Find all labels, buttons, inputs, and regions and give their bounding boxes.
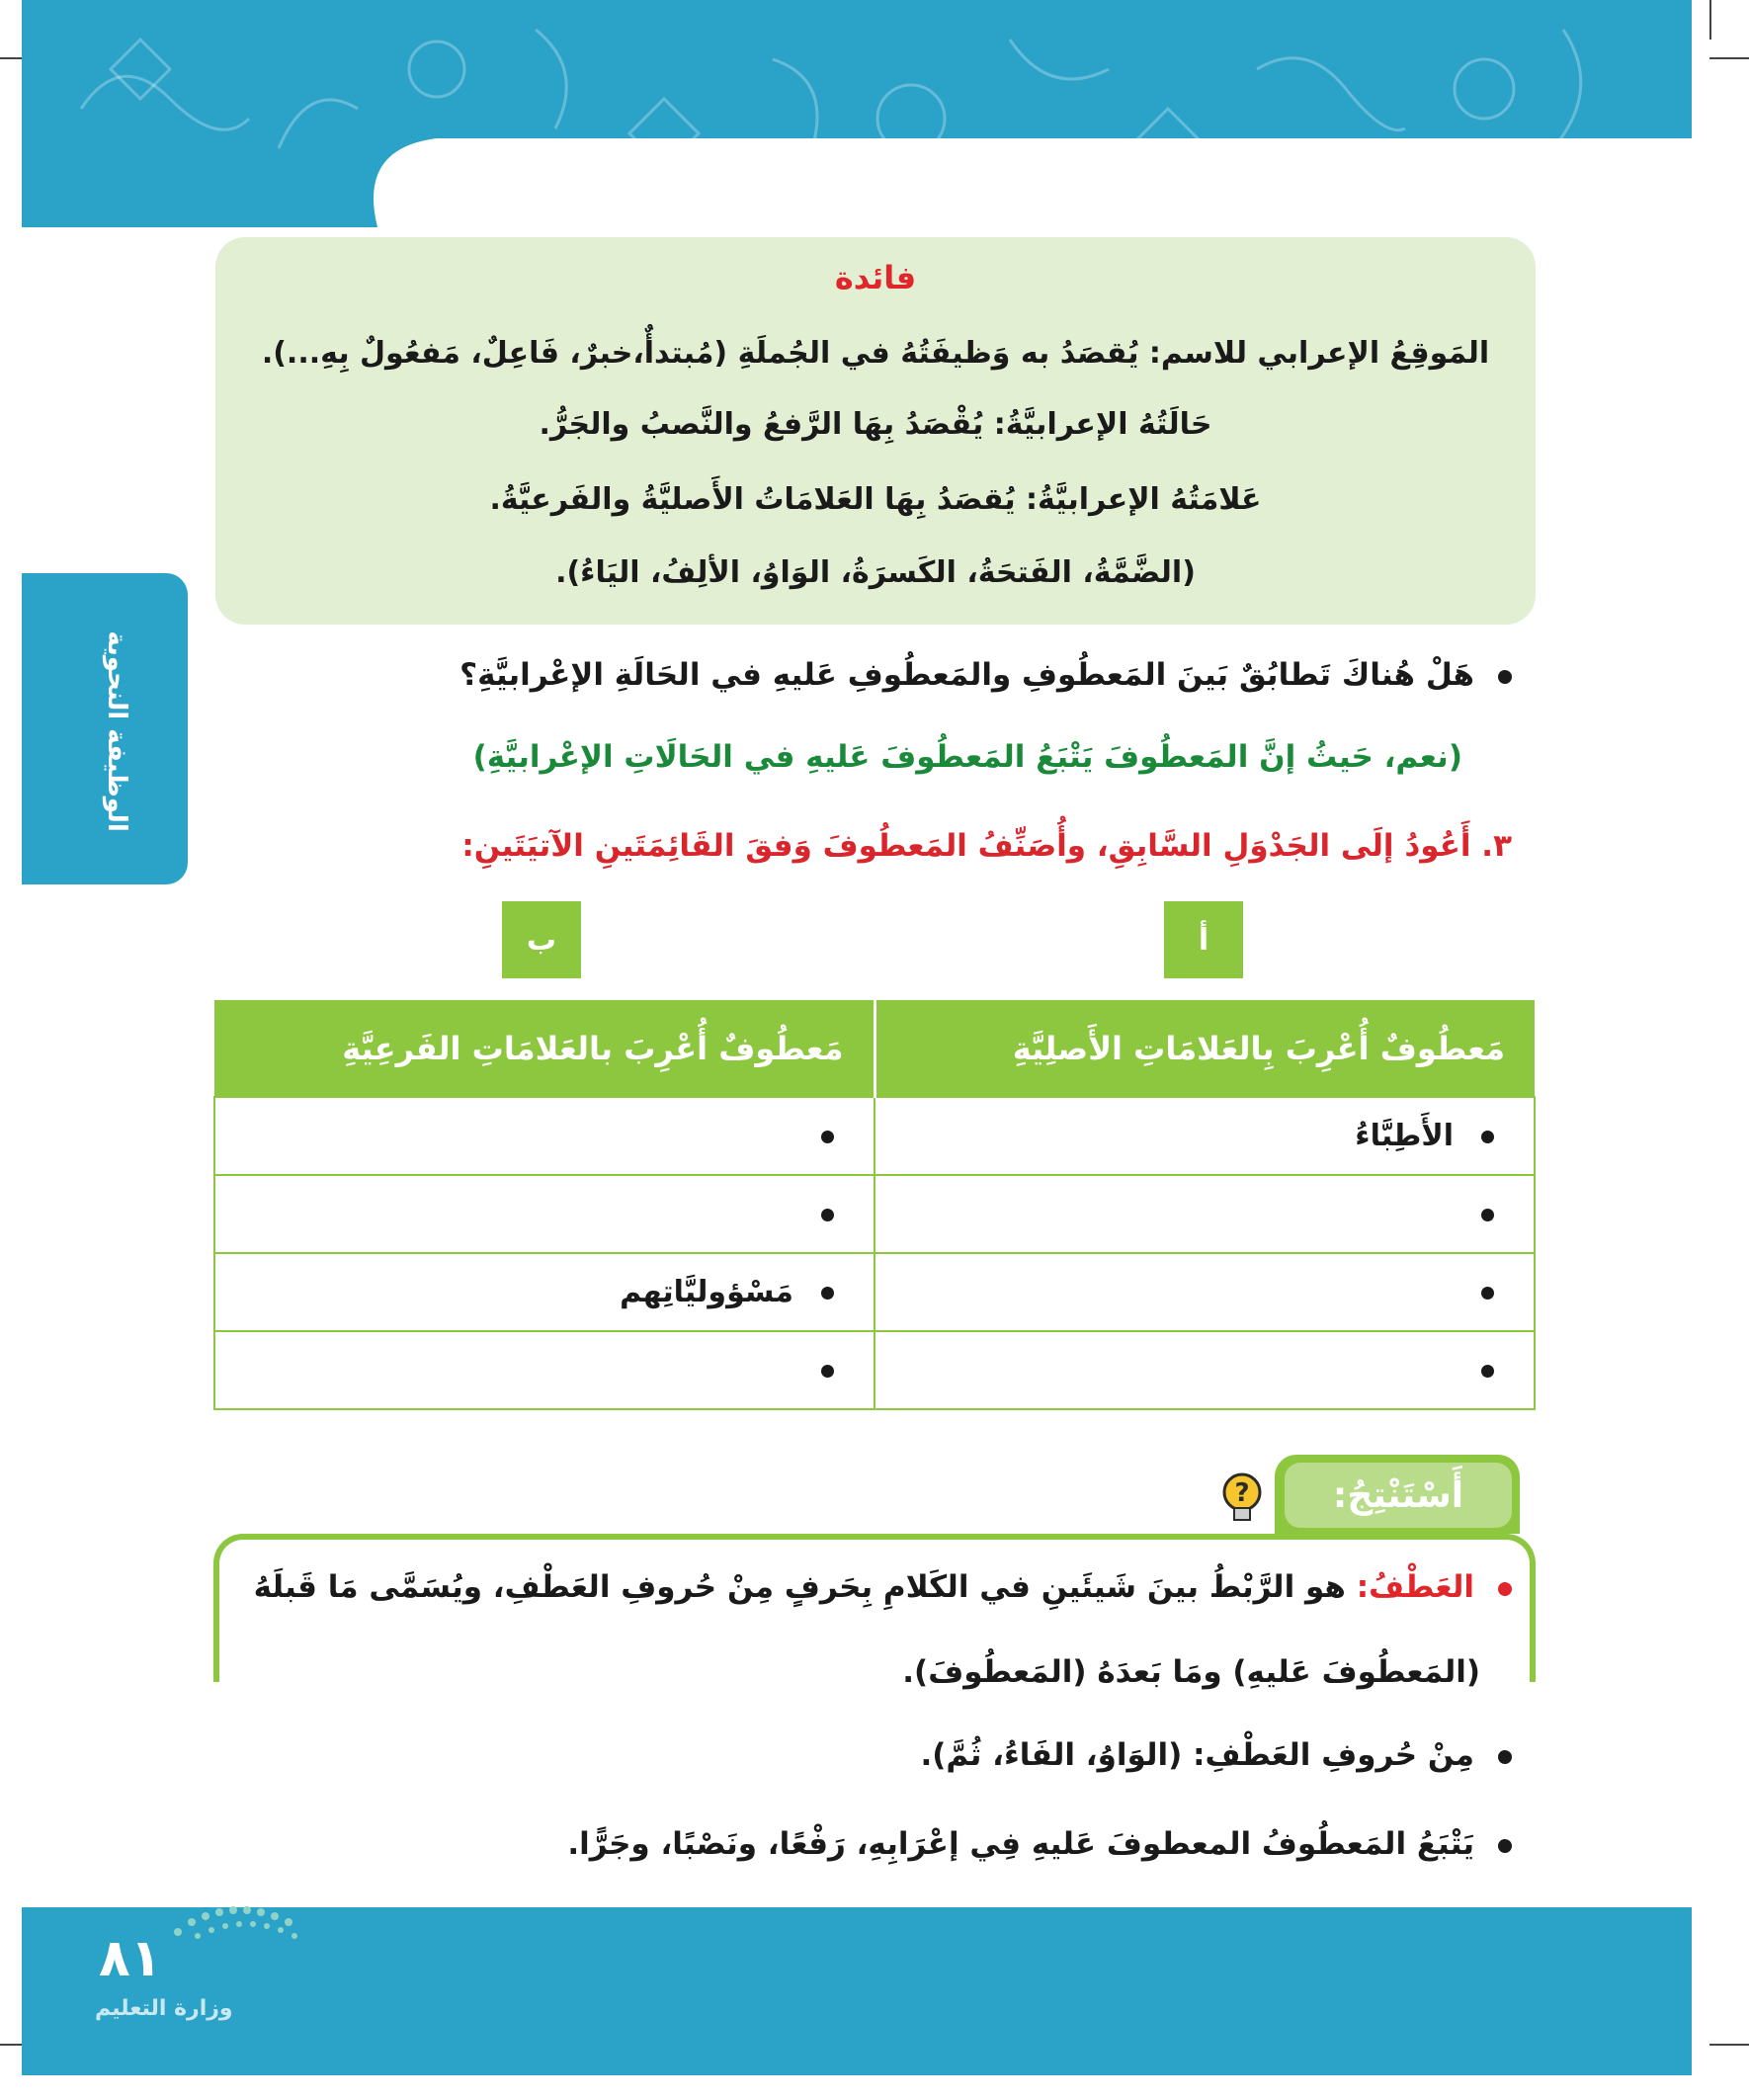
crop-mark	[1709, 0, 1711, 40]
bullet-icon	[1498, 1750, 1512, 1764]
conclusion-point	[920, 1737, 1512, 1773]
table-cell[interactable]	[874, 1331, 1535, 1409]
table-cell[interactable]	[874, 1253, 1535, 1331]
table-row	[214, 1097, 1535, 1175]
answer-text: (نعم، حَيثُ إنَّ المَعطُوفَ يَتْبَعُ المَعطُوفَ عَليهِ في الحَالَاتِ الإعْرابيَّةِ)	[472, 739, 1462, 775]
bullet-icon	[821, 1287, 834, 1300]
table-cell[interactable]	[214, 1097, 874, 1175]
ministry-name: وزارة التعليم	[95, 1996, 233, 2021]
svg-text:?: ?	[1234, 1478, 1250, 1508]
table-row	[214, 1253, 1535, 1331]
table-cell[interactable]	[214, 1175, 874, 1253]
conclusion-point-text: يَتْبَعُ المَعطُوفُ المعطوفَ عَليهِ فِي إعْرَابِهِ، رَفْعًا، ونَصْبًا، وجَرًّا.	[567, 1826, 1474, 1862]
conclusion-definition-line	[254, 1569, 1512, 1605]
crop-mark	[1709, 2044, 1749, 2046]
classification-table	[213, 1000, 1536, 1410]
header-original-marks: مَعطُوفٌ أُعْرِبَ بِالعَلامَاتِ الأَصلِيَّةِ	[874, 1000, 1535, 1097]
ministry-logo-icon	[158, 1892, 326, 1972]
side-tab-label: الوظيفة النحوية	[102, 630, 131, 832]
faida-line-state: حَالَتُهُ الإعرابيَّةُ: يُقْصَدُ بِهَا الرَّفعُ والنَّصبُ والجَرُّ.	[539, 407, 1212, 442]
bullet-icon	[821, 1365, 834, 1378]
cell-value: مَسْؤوليَّاتِهم	[620, 1275, 793, 1309]
conclusion-term: العَطْفُ:	[1356, 1569, 1474, 1605]
table-cell[interactable]	[874, 1175, 1535, 1253]
conclusion-definition-continued: (المَعطُوفَ عَليهِ) ومَا بَعدَهُ (المَعطُوفَ).	[902, 1654, 1480, 1690]
column-a-badge: أ	[1164, 901, 1243, 978]
bullet-icon	[1498, 1839, 1512, 1853]
instruction-text: ٣. أَعُودُ إلَى الجَدْوَلِ السَّابِقِ، وأُصَنِّفُ المَعطُوفَ وَفقَ القَائِمَتَينِ الآتيَتَينِ:	[461, 828, 1512, 864]
bullet-icon	[1498, 670, 1512, 684]
crop-mark	[1709, 57, 1749, 59]
conclude-label: أَسْتَنْتِجُ:	[1285, 1463, 1512, 1528]
header-secondary-marks: مَعطُوفٌ أُعْرِبَ بالعَلامَاتِ الفَرعِيَّةِ	[214, 1000, 874, 1097]
table-cell[interactable]	[214, 1331, 874, 1409]
table-cell[interactable]	[214, 1253, 874, 1331]
table-header-row	[214, 1000, 1535, 1097]
conclusion-definition: هو الرَّبْطُ بينَ شَيئَينِ في الكَلامِ بِحَرفٍ مِنْ حُروفِ العَطْفِ، ويُسَمَّى مَا قَبلَهُ	[253, 1569, 1346, 1605]
column-b-badge: ب	[502, 901, 581, 978]
faida-box	[215, 237, 1536, 625]
page-number: ٨١	[99, 1929, 162, 1988]
conclusion-point	[567, 1826, 1512, 1862]
bullet-icon	[1481, 1287, 1494, 1300]
question-text: هَلْ هُناكَ تَطابُقٌ بَينَ المَعطُوفِ والمَعطُوفِ عَليهِ في الحَالَةِ الإعْرابيَّةِ؟	[459, 657, 1474, 693]
bullet-icon	[1481, 1131, 1494, 1143]
conclusion-point-text: مِنْ حُروفِ العَطْفِ: (الوَاوُ، الفَاءُ، ثُمَّ).	[920, 1737, 1474, 1773]
bullet-icon	[821, 1131, 834, 1143]
faida-line-marks: عَلامَتُهُ الإعرابيَّةُ: يُقصَدُ بِهَا العَلامَاتُ الأَصليَّةُ والفَرعيَّةُ.	[489, 482, 1262, 517]
table-row	[214, 1175, 1535, 1253]
table-cell[interactable]	[874, 1097, 1535, 1175]
bullet-icon	[1481, 1209, 1494, 1221]
faida-line-position: المَوقِعُ الإعرابي للاسم: يُقصَدُ به وَظيفَتُهُ في الجُملَةِ (مُبتدأٌ،خبرٌ، فَاعِلٌ، مَفعُولٌ بِهِ...).	[261, 336, 1490, 371]
bullet-icon	[1498, 1582, 1512, 1596]
arabic-pattern-decoration	[22, 0, 1692, 227]
bullet-icon	[1481, 1365, 1494, 1378]
cell-value: الأَطِبَّاءُ	[1355, 1119, 1454, 1153]
question-line	[459, 657, 1512, 693]
faida-line-mark-list: (الضَّمَّةُ، الفَتحَةُ، الكَسرَةُ، الوَاوُ، الألِفُ، اليَاءُ).	[555, 555, 1196, 590]
table-row	[214, 1331, 1535, 1409]
faida-title: فائدة	[834, 259, 917, 296]
lightbulb-icon	[1219, 1470, 1265, 1532]
top-banner	[22, 0, 1692, 227]
bullet-icon	[821, 1209, 834, 1221]
